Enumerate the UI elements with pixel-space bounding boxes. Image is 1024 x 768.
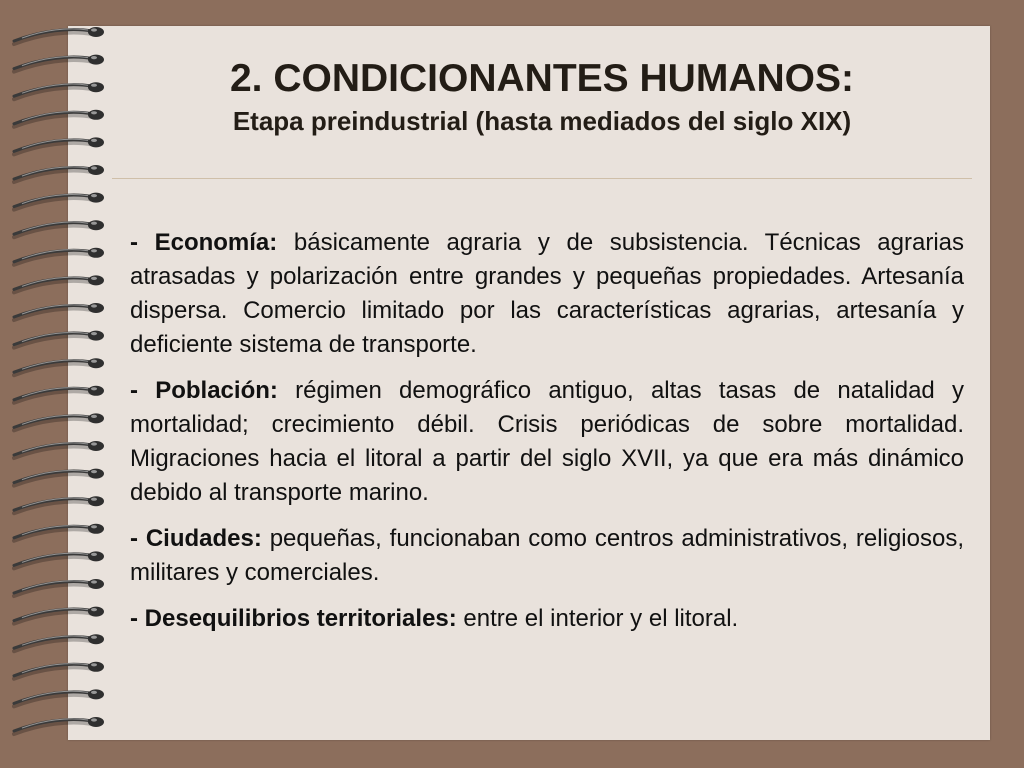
binding-ring-icon [14, 248, 104, 265]
economia-label: - Economía: [130, 229, 278, 256]
slide-subtitle: Etapa preindustrial (hasta mediados del siglo XIX) [232, 106, 852, 136]
binding-ring-icon [14, 551, 104, 568]
binding-ring-icon [14, 331, 104, 348]
spiral-binding-icon [0, 24, 115, 744]
binding-ring-icon [14, 717, 104, 734]
poblacion-item [130, 374, 964, 510]
binding-ring-icon [14, 110, 104, 127]
desequilibrios-text: entre el interior y el litoral. [456, 605, 739, 632]
binding-ring-icon [14, 689, 104, 706]
slide-title: 2. CONDICIONANTES HUMANOS: [229, 57, 855, 100]
poblacion-text: régimen demográfico antiguo, altas tasas de natalidad y mortalidad; crecimiento débil. Crisis periódicas de sobre mortalidad. Migraciones hacia el litoral a partir del siglo XVII, ya que era más dinámico debido al transporte marino. [130, 377, 964, 506]
ciudades-label: - Ciudades: [130, 525, 262, 552]
binding-ring-icon [14, 303, 104, 320]
binding-ring-icon [14, 413, 104, 430]
desequilibrios-item [130, 602, 964, 636]
binding-ring-icon [14, 137, 104, 154]
binding-ring-icon [14, 579, 104, 596]
binding-ring-icon [14, 634, 104, 651]
header-divider [112, 178, 972, 179]
ciudades-text: pequeñas, funcionaban como centros administrativos, religiosos, militares y comerciales. [130, 525, 964, 586]
binding-ring-icon [14, 55, 104, 72]
binding-ring-icon [14, 193, 104, 210]
slide-header [112, 56, 972, 138]
desequilibrios-label: - Desequilibrios territoriales: [130, 605, 457, 632]
slide-content [130, 226, 964, 648]
binding-ring-icon [14, 496, 104, 513]
binding-ring-icon [14, 275, 104, 292]
binding-ring-icon [14, 662, 104, 679]
binding-ring-icon [14, 27, 104, 44]
binding-ring-icon [14, 165, 104, 182]
binding-ring-icon [14, 82, 104, 99]
binding-ring-icon [14, 220, 104, 237]
binding-ring-icon [14, 441, 104, 458]
economia-item [130, 226, 964, 362]
poblacion-label: - Población: [130, 377, 278, 404]
binding-ring-icon [14, 358, 104, 375]
binding-ring-icon [14, 469, 104, 486]
binding-ring-icon [14, 524, 104, 541]
binding-ring-icon [14, 607, 104, 624]
binding-ring-icon [14, 386, 104, 403]
ciudades-item [130, 522, 964, 590]
economia-text: básicamente agraria y de subsistencia. Técnicas agrarias atrasadas y polarización entre grandes y pequeñas propiedades. Artesanía dispersa. Comercio limitado por las características agrarias, artesanía y deficiente sistema de transporte. [130, 229, 965, 358]
